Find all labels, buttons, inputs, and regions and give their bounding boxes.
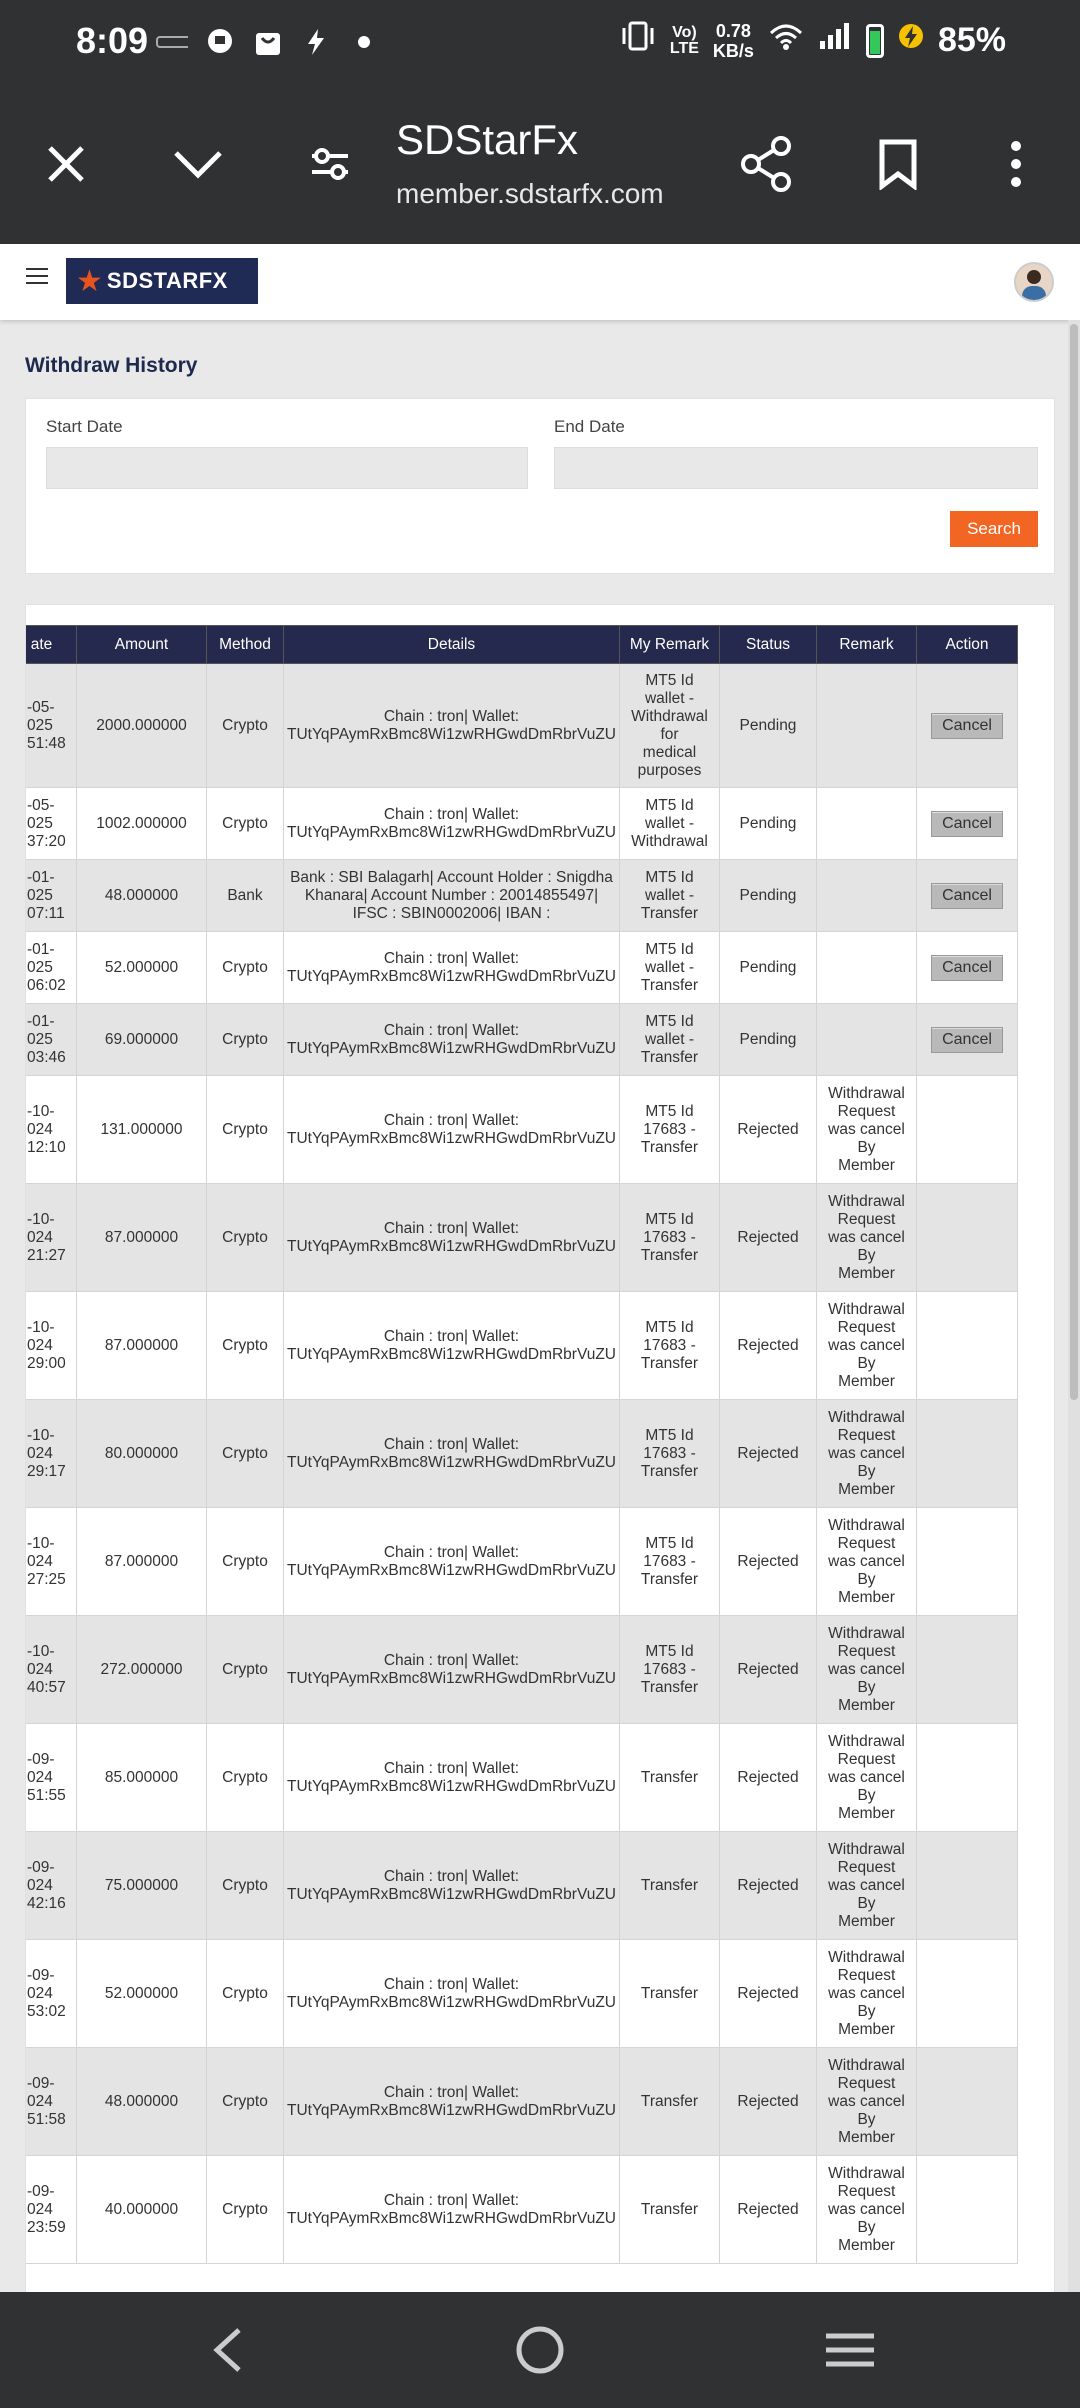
table-row bbox=[25, 1832, 1018, 1940]
cell-action bbox=[917, 1184, 1018, 1292]
notification-icons bbox=[156, 26, 380, 58]
filter-card bbox=[25, 398, 1055, 574]
cell-my-remark: MT5 Id 17683 - Transfer bbox=[620, 1292, 720, 1400]
cell-remark: Withdrawal Request was cancel By Member bbox=[817, 1616, 917, 1724]
end-date-label: End Date bbox=[554, 417, 625, 436]
col-action-header[interactable]: Action bbox=[917, 626, 1018, 664]
cell-my-remark: MT5 Id 17683 - Transfer bbox=[620, 1400, 720, 1508]
cell-date: -01- 025 07:11 bbox=[25, 860, 77, 932]
search-button[interactable]: Search bbox=[950, 511, 1038, 547]
table-row bbox=[25, 1508, 1018, 1616]
cell-date: -10- 024 29:17 bbox=[25, 1400, 77, 1508]
withdraw-table-card bbox=[25, 604, 1055, 2292]
cell-status: Rejected bbox=[720, 1940, 817, 2048]
table-row bbox=[25, 932, 1018, 1004]
speed-unit: KB/s bbox=[712, 40, 754, 61]
cell-date: -09- 024 51:55 bbox=[25, 1724, 77, 1832]
table-row bbox=[25, 1292, 1018, 1400]
cell-amount: 80.000000 bbox=[77, 1400, 207, 1508]
start-date-label: Start Date bbox=[46, 417, 123, 436]
cell-remark: Withdrawal Request was cancel By Member bbox=[817, 1832, 917, 1940]
speed-value: 0.78 bbox=[715, 20, 751, 41]
logo-text: SDSTARFX bbox=[106, 268, 228, 293]
cell-action bbox=[917, 2048, 1018, 2156]
cell-details: Chain : tron| Wallet: TUtYqPAymRxBmc8Wi1zwRHGwdDmRbrVuZU bbox=[284, 1616, 620, 1724]
cell-amount: 272.000000 bbox=[77, 1616, 207, 1724]
cell-details: Chain : tron| Wallet: TUtYqPAymRxBmc8Wi1zwRHGwdDmRbrVuZU bbox=[284, 1004, 620, 1076]
wifi-icon bbox=[768, 21, 804, 60]
shopping-bag-icon bbox=[252, 26, 284, 58]
cell-date: -09- 024 42:16 bbox=[25, 1832, 77, 1940]
table-row bbox=[25, 1400, 1018, 1508]
cell-my-remark: Transfer bbox=[620, 1832, 720, 1940]
chevron-down-icon[interactable] bbox=[168, 134, 228, 194]
cell-method: Crypto bbox=[207, 1724, 284, 1832]
volte-icon: Vo) LTE bbox=[669, 23, 699, 57]
home-icon[interactable] bbox=[510, 2324, 570, 2376]
cell-status: Pending bbox=[720, 664, 817, 788]
cell-details: Chain : tron| Wallet: TUtYqPAymRxBmc8Wi1zwRHGwdDmRbrVuZU bbox=[284, 664, 620, 788]
cell-status: Pending bbox=[720, 788, 817, 860]
cell-remark bbox=[817, 1004, 917, 1076]
cell-remark: Withdrawal Request was cancel By Member bbox=[817, 2048, 917, 2156]
cell-date: -10- 024 21:27 bbox=[25, 1184, 77, 1292]
cell-action bbox=[917, 1940, 1018, 2048]
signal-icon bbox=[818, 21, 852, 60]
cell-action bbox=[917, 788, 1018, 860]
cell-details: Chain : tron| Wallet: TUtYqPAymRxBmc8Wi1zwRHGwdDmRbrVuZU bbox=[284, 1508, 620, 1616]
cell-amount: 48.000000 bbox=[77, 2048, 207, 2156]
table-row bbox=[25, 788, 1018, 860]
cell-method: Crypto bbox=[207, 788, 284, 860]
cell-method: Crypto bbox=[207, 1832, 284, 1940]
cell-remark bbox=[817, 788, 917, 860]
cell-remark: Withdrawal Request was cancel By Member bbox=[817, 1400, 917, 1508]
cell-method: Crypto bbox=[207, 1184, 284, 1292]
cell-method: Crypto bbox=[207, 2048, 284, 2156]
cell-amount: 52.000000 bbox=[77, 932, 207, 1004]
cell-remark bbox=[817, 664, 917, 788]
cell-remark: Withdrawal Request was cancel By Member bbox=[817, 1076, 917, 1184]
cancel-button[interactable]: Cancel bbox=[931, 713, 1003, 739]
col-details-header[interactable]: Details bbox=[284, 626, 620, 664]
close-icon[interactable] bbox=[36, 134, 96, 194]
table-row bbox=[25, 1940, 1018, 2048]
url-bar[interactable]: member.sdstarfx.com bbox=[396, 178, 664, 209]
web-page bbox=[0, 244, 1080, 2292]
table-row bbox=[25, 1184, 1018, 1292]
cell-details: Chain : tron| Wallet: TUtYqPAymRxBmc8Wi1zwRHGwdDmRbrVuZU bbox=[284, 1724, 620, 1832]
cell-remark bbox=[817, 860, 917, 932]
cell-action bbox=[917, 664, 1018, 788]
page-title: Withdraw History bbox=[25, 354, 198, 377]
back-icon[interactable] bbox=[198, 2324, 258, 2376]
cell-details: Chain : tron| Wallet: TUtYqPAymRxBmc8Wi1zwRHGwdDmRbrVuZU bbox=[284, 1832, 620, 1940]
share-icon[interactable] bbox=[736, 134, 796, 194]
cell-my-remark: Transfer bbox=[620, 1724, 720, 1832]
cell-amount: 1002.000000 bbox=[77, 788, 207, 860]
cell-date: -01- 025 03:46 bbox=[25, 1004, 77, 1076]
cancel-button[interactable]: Cancel bbox=[931, 883, 1003, 909]
cell-my-remark: Transfer bbox=[620, 1940, 720, 2048]
table-row bbox=[25, 664, 1018, 788]
cell-action bbox=[917, 1076, 1018, 1184]
cell-status: Rejected bbox=[720, 2156, 817, 2264]
cell-date: -05- 025 51:48 bbox=[25, 664, 77, 788]
cell-action bbox=[917, 1832, 1018, 1940]
hamburger-menu-icon[interactable] bbox=[26, 268, 48, 289]
cell-details: Chain : tron| Wallet: TUtYqPAymRxBmc8Wi1zwRHGwdDmRbrVuZU bbox=[284, 1184, 620, 1292]
recents-icon[interactable] bbox=[820, 2324, 880, 2376]
cell-method: Crypto bbox=[207, 2156, 284, 2264]
cell-status: Rejected bbox=[720, 2048, 817, 2156]
table-row bbox=[25, 1076, 1018, 1184]
cell-method: Crypto bbox=[207, 932, 284, 1004]
cell-method: Crypto bbox=[207, 1616, 284, 1724]
cell-method: Crypto bbox=[207, 664, 284, 788]
cell-my-remark: Transfer bbox=[620, 2156, 720, 2264]
cell-date: -10- 024 29:00 bbox=[25, 1292, 77, 1400]
system-nav-bar bbox=[0, 2292, 1080, 2408]
cell-action bbox=[917, 860, 1018, 932]
col-date-header[interactable]: ate bbox=[25, 626, 77, 664]
dolby-icon bbox=[156, 26, 188, 58]
cell-action bbox=[917, 2156, 1018, 2264]
cell-remark: Withdrawal Request was cancel By Member bbox=[817, 1940, 917, 2048]
cell-details: Chain : tron| Wallet: TUtYqPAymRxBmc8Wi1zwRHGwdDmRbrVuZU bbox=[284, 1400, 620, 1508]
cell-my-remark: MT5 Id 17683 - Transfer bbox=[620, 1076, 720, 1184]
table-row bbox=[25, 860, 1018, 932]
cell-remark: Withdrawal Request was cancel By Member bbox=[817, 1724, 917, 1832]
system-status bbox=[620, 20, 1006, 61]
table-body bbox=[25, 664, 1018, 2264]
col-my-remark-header[interactable]: My Remark bbox=[620, 626, 720, 664]
cell-my-remark: MT5 Id wallet - Transfer bbox=[620, 932, 720, 1004]
cell-amount: 87.000000 bbox=[77, 1292, 207, 1400]
table-row bbox=[25, 1724, 1018, 1832]
cell-details: Chain : tron| Wallet: TUtYqPAymRxBmc8Wi1zwRHGwdDmRbrVuZU bbox=[284, 2156, 620, 2264]
cell-details: Chain : tron| Wallet: TUtYqPAymRxBmc8Wi1zwRHGwdDmRbrVuZU bbox=[284, 1940, 620, 2048]
cell-my-remark: MT5 Id wallet - Withdrawal bbox=[620, 788, 720, 860]
bookmark-icon[interactable] bbox=[868, 134, 928, 194]
cell-date: -09- 024 23:59 bbox=[25, 2156, 77, 2264]
cell-remark bbox=[817, 932, 917, 1004]
cell-action bbox=[917, 1508, 1018, 1616]
cell-action bbox=[917, 1616, 1018, 1724]
cell-details: Chain : tron| Wallet: TUtYqPAymRxBmc8Wi1zwRHGwdDmRbrVuZU bbox=[284, 788, 620, 860]
page-title-browser: SDStarFx bbox=[396, 116, 579, 163]
cell-method: Crypto bbox=[207, 1292, 284, 1400]
cell-my-remark: MT5 Id 17683 - Transfer bbox=[620, 1184, 720, 1292]
cell-details: Bank : SBI Balagarh| Account Holder : Snigdha Khanara| Account Number : 20014855497| IFSC : SBIN0002006| IBAN : bbox=[284, 860, 620, 932]
cell-status: Rejected bbox=[720, 1832, 817, 1940]
table-row bbox=[25, 2156, 1018, 2264]
start-date-input[interactable] bbox=[46, 447, 528, 489]
status-bar bbox=[0, 0, 1080, 86]
cell-status: Pending bbox=[720, 1004, 817, 1076]
star-logo-icon: ★ bbox=[76, 264, 103, 298]
browser-toolbar bbox=[0, 86, 1080, 244]
cell-details: Chain : tron| Wallet: TUtYqPAymRxBmc8Wi1zwRHGwdDmRbrVuZU bbox=[284, 1076, 620, 1184]
avatar[interactable] bbox=[1014, 262, 1054, 302]
cancel-button[interactable]: Cancel bbox=[931, 811, 1003, 837]
battery-icon bbox=[866, 24, 884, 58]
cell-status: Rejected bbox=[720, 1508, 817, 1616]
network-speed bbox=[713, 21, 754, 61]
page-scroll-thumb[interactable] bbox=[1070, 324, 1078, 1400]
cell-amount: 69.000000 bbox=[77, 1004, 207, 1076]
vibrate-icon bbox=[620, 20, 656, 61]
cell-remark: Withdrawal Request was cancel By Member bbox=[817, 1508, 917, 1616]
cell-method: Crypto bbox=[207, 1400, 284, 1508]
cell-amount: 40.000000 bbox=[77, 2156, 207, 2264]
cell-status: Rejected bbox=[720, 1616, 817, 1724]
cell-my-remark: MT5 Id wallet - Transfer bbox=[620, 860, 720, 932]
cell-date: -10- 024 12:10 bbox=[25, 1076, 77, 1184]
cell-amount: 52.000000 bbox=[77, 1940, 207, 2048]
cell-date: -01- 025 06:02 bbox=[25, 932, 77, 1004]
cell-method: Crypto bbox=[207, 1004, 284, 1076]
table-row bbox=[25, 1616, 1018, 1724]
status-time: 8:09 bbox=[76, 20, 149, 61]
charging-icon bbox=[898, 21, 924, 60]
cell-status: Rejected bbox=[720, 1292, 817, 1400]
cell-remark: Withdrawal Request was cancel By Member bbox=[817, 1184, 917, 1292]
cell-date: -10- 024 27:25 bbox=[25, 1508, 77, 1616]
cell-date: -05- 025 37:20 bbox=[25, 788, 77, 860]
cell-action bbox=[917, 1724, 1018, 1832]
cell-amount: 87.000000 bbox=[77, 1184, 207, 1292]
col-status-header[interactable]: Status bbox=[720, 626, 817, 664]
cell-amount: 75.000000 bbox=[77, 1832, 207, 1940]
table-row bbox=[25, 1004, 1018, 1076]
cell-date: -10- 024 40:57 bbox=[25, 1616, 77, 1724]
col-method-header[interactable]: Method bbox=[207, 626, 284, 664]
cell-my-remark: MT5 Id 17683 - Transfer bbox=[620, 1508, 720, 1616]
battery-percent: 85% bbox=[937, 21, 1006, 59]
cell-details: Chain : tron| Wallet: TUtYqPAymRxBmc8Wi1zwRHGwdDmRbrVuZU bbox=[284, 2048, 620, 2156]
cell-status: Pending bbox=[720, 860, 817, 932]
cell-action bbox=[917, 1400, 1018, 1508]
cell-amount: 48.000000 bbox=[77, 860, 207, 932]
col-amount-header[interactable]: Amount bbox=[77, 626, 207, 664]
cell-remark: Withdrawal Request was cancel By Member bbox=[817, 2156, 917, 2264]
cell-status: Pending bbox=[720, 932, 817, 1004]
cell-my-remark: MT5 Id wallet - Withdrawal for medical purposes bbox=[620, 664, 720, 788]
bolt-icon bbox=[300, 26, 332, 58]
cell-amount: 131.000000 bbox=[77, 1076, 207, 1184]
cell-my-remark: MT5 Id 17683 - Transfer bbox=[620, 1616, 720, 1724]
more-vert-icon[interactable] bbox=[986, 134, 1046, 194]
cell-status: Rejected bbox=[720, 1400, 817, 1508]
cell-date: -09- 024 53:02 bbox=[25, 1940, 77, 2048]
site-logo[interactable] bbox=[66, 258, 258, 304]
site-settings-icon[interactable] bbox=[300, 134, 360, 194]
cell-status: Rejected bbox=[720, 1076, 817, 1184]
table-row bbox=[25, 2048, 1018, 2156]
col-remark-header[interactable]: Remark bbox=[817, 626, 917, 664]
cell-action bbox=[917, 932, 1018, 1004]
cell-amount: 85.000000 bbox=[77, 1724, 207, 1832]
table-header-row bbox=[25, 626, 1018, 664]
cell-action bbox=[917, 1004, 1018, 1076]
cell-date: -09- 024 51:58 bbox=[25, 2048, 77, 2156]
cell-method: Crypto bbox=[207, 1940, 284, 2048]
cell-my-remark: MT5 Id wallet - Transfer bbox=[620, 1004, 720, 1076]
withdraw-table bbox=[25, 625, 1018, 2264]
cancel-button[interactable]: Cancel bbox=[931, 955, 1003, 981]
site-header bbox=[0, 244, 1080, 320]
cell-amount: 87.000000 bbox=[77, 1508, 207, 1616]
dot-icon bbox=[348, 26, 380, 58]
cancel-button[interactable]: Cancel bbox=[931, 1027, 1003, 1053]
cell-amount: 2000.000000 bbox=[77, 664, 207, 788]
end-date-input[interactable] bbox=[554, 447, 1038, 489]
cell-details: Chain : tron| Wallet: TUtYqPAymRxBmc8Wi1zwRHGwdDmRbrVuZU bbox=[284, 1292, 620, 1400]
cell-status: Rejected bbox=[720, 1184, 817, 1292]
cell-remark: Withdrawal Request was cancel By Member bbox=[817, 1292, 917, 1400]
cell-method: Bank bbox=[207, 860, 284, 932]
cell-action bbox=[917, 1292, 1018, 1400]
cell-details: Chain : tron| Wallet: TUtYqPAymRxBmc8Wi1zwRHGwdDmRbrVuZU bbox=[284, 932, 620, 1004]
chat-bubble-icon bbox=[204, 26, 236, 58]
cell-my-remark: Transfer bbox=[620, 2048, 720, 2156]
cell-method: Crypto bbox=[207, 1508, 284, 1616]
cell-method: Crypto bbox=[207, 1076, 284, 1184]
cell-status: Rejected bbox=[720, 1724, 817, 1832]
